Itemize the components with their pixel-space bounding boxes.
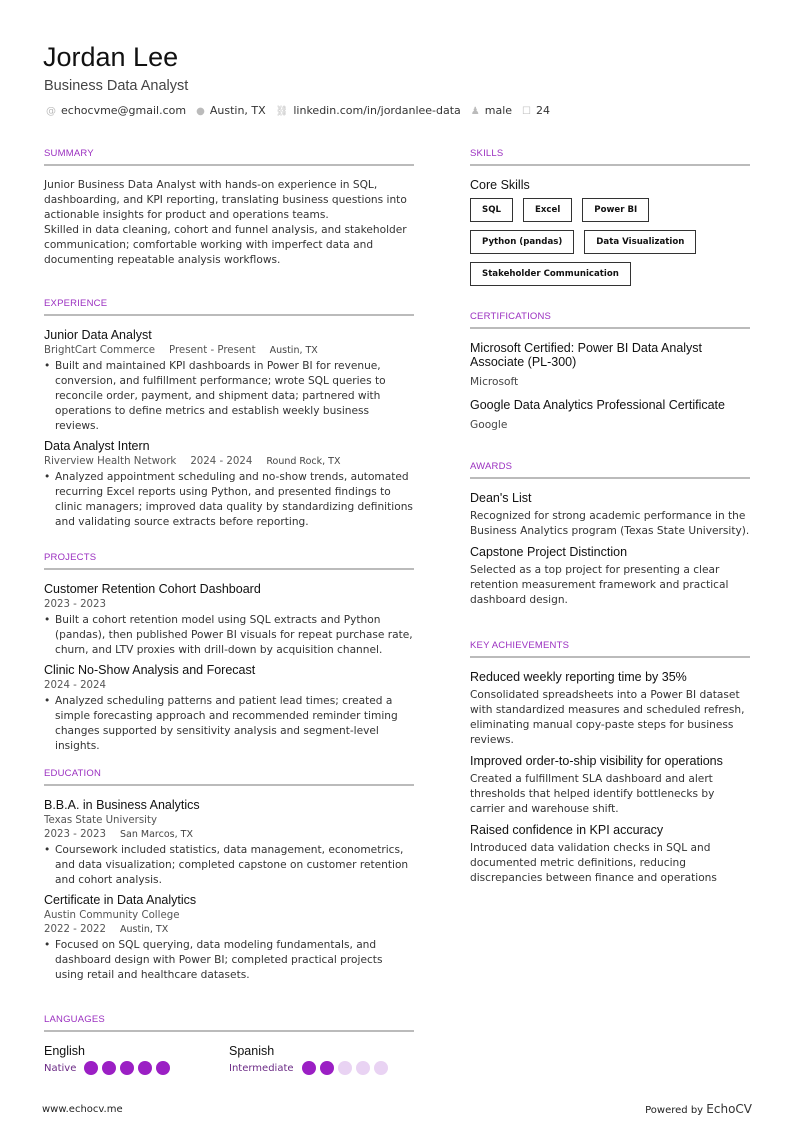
job-title: Junior Data Analyst — [44, 328, 152, 342]
dates: 2024 - 2024 — [44, 680, 107, 691]
skill-tag: Excel — [523, 198, 572, 222]
location-icon: ● — [196, 106, 205, 117]
contact-email[interactable]: @ echocvme@gmail.com — [46, 104, 187, 117]
award-desc: Selected as a top project for presenting a clear retention measurement framework and practical dashboard design. — [470, 564, 729, 606]
summary-text: Skilled in data cleaning, cohort and funnel analysis, and stakeholder communication; comfortable working with imperfect data and documenting repeatable analysis workflows. — [44, 224, 407, 266]
award-title: Dean's List — [470, 491, 532, 505]
awards-section — [470, 461, 750, 614]
experience-item — [44, 328, 414, 434]
brand-logo: EchoCV — [706, 1102, 752, 1116]
dates: 2023 - 2023 — [44, 829, 107, 840]
contact-bar — [46, 104, 550, 117]
calendar-icon: ☐ — [522, 106, 532, 117]
location: Austin, TX — [269, 345, 318, 356]
section-heading: AWARDS — [470, 461, 750, 479]
achievement-desc: Created a fulfillment SLA dashboard and alert thresholds that helped identify bottlenecks by carrier and warehouse shift. — [470, 773, 715, 815]
projects-section — [44, 552, 414, 759]
contact-linkedin[interactable]: ⛓ linkedin.com/in/jordanlee-data — [275, 104, 461, 117]
location: San Marcos, TX — [120, 829, 193, 840]
section-heading: SKILLS — [470, 148, 750, 166]
person-icon: ♟ — [470, 106, 480, 117]
project-item — [44, 663, 414, 754]
location: Austin, TX — [120, 924, 169, 935]
proficiency-dot — [320, 1061, 334, 1075]
email-icon: @ — [46, 106, 56, 117]
section-heading: LANGUAGES — [44, 1014, 414, 1032]
candidate-name: Jordan Lee — [43, 42, 179, 72]
contact-location: ● Austin, TX — [196, 104, 266, 117]
cert-title: Microsoft Certified: Power BI Data Analyst Associate (PL-300) — [470, 341, 703, 369]
cert-issuer: Google — [470, 419, 508, 431]
education-item — [44, 798, 414, 888]
experience-item — [44, 439, 414, 530]
dates: 2024 - 2024 — [190, 456, 253, 467]
bullet: • Analyzed appointment scheduling and no-show trends, automated recurring Excel reports using Python, and presented findings to clinic managers; improved data quality by standardizing definitions and validating source extracts before reporting. — [44, 470, 414, 530]
degree: Certificate in Data Analytics — [44, 893, 197, 907]
language-item — [44, 1044, 229, 1075]
section-heading: EDUCATION — [44, 768, 414, 786]
job-title: Data Analyst Intern — [44, 439, 150, 453]
award-title: Capstone Project Distinction — [470, 545, 628, 559]
skills-section — [470, 148, 750, 286]
proficiency-dot — [356, 1061, 370, 1075]
proficiency-dot — [302, 1061, 316, 1075]
section-heading: CERTIFICATIONS — [470, 311, 750, 329]
bullet: • Focused on SQL querying, data modeling fundamentals, and dashboard design with Power BI; completed practical projects using retail and healthcare datasets. — [44, 938, 414, 983]
proficiency-dot — [374, 1061, 388, 1075]
achievement-title: Raised confidence in KPI accuracy — [470, 823, 664, 837]
bullet: • Built and maintained KPI dashboards in Power BI for revenue, conversion, and fulfillment performance; wrote SQL queries to reconcile order, payment, and shipment data; partnered with operations to define metrics and establish weekly business reviews. — [44, 359, 414, 434]
achievement-desc: Consolidated spreadsheets into a Power BI dataset with standardized measures and scheduled refresh, eliminating manual copy-paste steps for business reviews. — [470, 689, 745, 746]
bullet: • Built a cohort retention model using SQL extracts and Python (pandas), then published Power BI visuals for repeat purchase rate, churn, and LTV proxies with drill-down by acquisition channel. — [44, 613, 414, 658]
link-icon: ⛓ — [275, 106, 289, 117]
section-heading: EXPERIENCE — [44, 298, 414, 316]
location: Round Rock, TX — [266, 456, 341, 467]
project-item — [44, 582, 414, 658]
contact-age: ☐ 24 — [522, 104, 551, 117]
achievements-section — [470, 640, 750, 892]
summary-text: Junior Business Data Analyst with hands-on experience in SQL, dashboarding, and KPI reporting, translating business questions into actionable insights for product and operations teams. — [44, 179, 407, 221]
achievement-title: Reduced weekly reporting time by 35% — [470, 670, 687, 684]
section-heading: PROJECTS — [44, 552, 414, 570]
language-name: Spanish — [229, 1044, 275, 1058]
proficiency-dot — [156, 1061, 170, 1075]
project-title: Clinic No-Show Analysis and Forecast — [44, 663, 256, 677]
language-name: English — [44, 1044, 85, 1058]
company: BrightCart Commerce — [44, 345, 155, 356]
language-level: Native — [44, 1062, 77, 1074]
skill-tag: Stakeholder Communication — [470, 262, 631, 286]
footer-powered-by: Powered by EchoCV — [645, 1102, 752, 1116]
experience-section — [44, 298, 414, 535]
language-level: Intermediate — [229, 1062, 294, 1074]
cert-issuer: Microsoft — [470, 376, 519, 388]
dates: 2023 - 2023 — [44, 599, 107, 610]
summary-section — [44, 148, 414, 268]
achievement-desc: Introduced data validation checks in SQL and documented metric definitions, reducing discrepancies between finance and operations — [470, 842, 717, 884]
section-heading: SUMMARY — [44, 148, 414, 166]
degree: B.B.A. in Business Analytics — [44, 798, 200, 812]
cert-title: Google Data Analytics Professional Certificate — [470, 398, 725, 412]
languages-section — [44, 1014, 414, 1075]
candidate-title: Business Data Analyst — [44, 78, 189, 94]
proficiency-dot — [338, 1061, 352, 1075]
certifications-section — [470, 311, 750, 441]
school: Texas State University — [44, 815, 157, 826]
education-item — [44, 893, 414, 983]
section-heading: KEY ACHIEVEMENTS — [470, 640, 750, 658]
education-section — [44, 768, 414, 988]
award-desc: Recognized for strong academic performance in the Business Analytics program (Texas State University). — [470, 510, 750, 537]
skill-tag: Power BI — [582, 198, 649, 222]
dates: Present - Present — [169, 345, 256, 356]
skill-tag: SQL — [470, 198, 513, 222]
proficiency-dot — [102, 1061, 116, 1075]
school: Austin Community College — [44, 910, 180, 921]
proficiency-dot — [120, 1061, 134, 1075]
skill-tag: Python (pandas) — [470, 230, 574, 254]
skill-tag: Data Visualization — [584, 230, 696, 254]
contact-gender: ♟ male — [470, 104, 513, 117]
proficiency-dot — [84, 1061, 98, 1075]
dates: 2022 - 2022 — [44, 924, 107, 935]
achievement-title: Improved order-to-ship visibility for operations — [470, 754, 723, 768]
company: Riverview Health Network — [44, 456, 177, 467]
bullet: • Coursework included statistics, data management, econometrics, and data visualization; completed capstone on customer retention and cohort analysis. — [44, 843, 414, 888]
bullet: • Analyzed scheduling patterns and patient lead times; created a simple forecasting approach and recommended reminder timing changes supported by sensitivity analysis and segment-level insights. — [44, 694, 414, 754]
language-item — [229, 1044, 414, 1075]
footer-website[interactable]: www.echocv.me — [42, 1104, 123, 1115]
project-title: Customer Retention Cohort Dashboard — [44, 582, 261, 596]
proficiency-dot — [138, 1061, 152, 1075]
skill-group-title: Core Skills — [470, 178, 530, 192]
